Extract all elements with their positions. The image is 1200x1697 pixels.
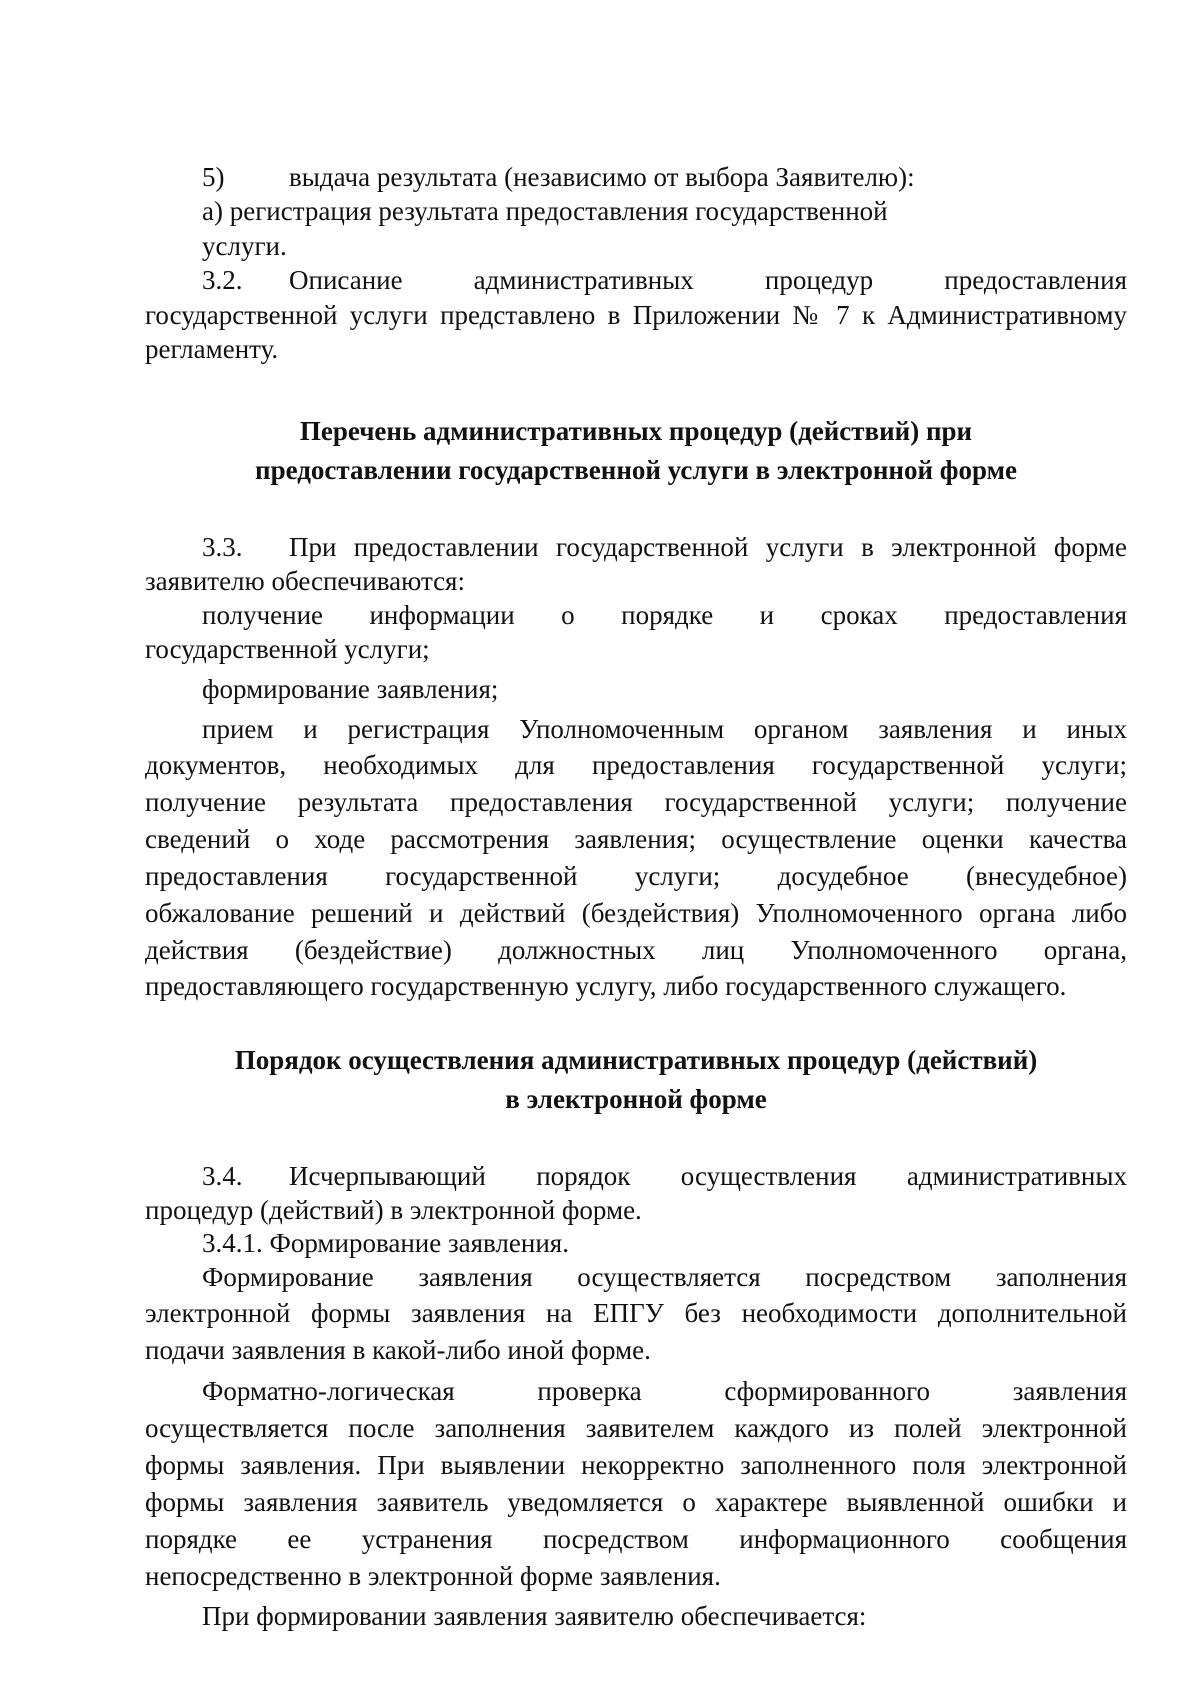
paragraph-line: документов, необходимых для предоставления государственной услуги;: [145, 750, 1127, 780]
paragraph-line: получение результата предоставления государственной услуги; получение: [145, 787, 1127, 817]
item-number: 5): [202, 162, 225, 192]
paragraph-line: При формировании заявления заявителю обеспечивается:: [202, 1601, 867, 1631]
paragraph-line: подачи заявления в какой-либо иной форме.: [145, 1335, 651, 1365]
paragraph-line: а) регистрация результата предоставления государственной: [202, 196, 888, 226]
item-number: 3.3.: [202, 532, 243, 562]
item-3-4: [202, 1158, 1127, 1194]
paragraph-line: осуществляется после заполнения заявителем каждого из полей электронной: [145, 1413, 1127, 1443]
paragraph-line: получение информации о порядке и сроках предоставления: [202, 600, 1127, 630]
item-3-2: [202, 262, 1127, 298]
item-5: [202, 159, 915, 195]
paragraph-line: формы заявления заявитель уведомляется о характере выявленной ошибки и: [145, 1487, 1127, 1517]
item-text: При предоставлении государственной услуги в электронной форме: [289, 532, 1127, 562]
paragraph-line: формирование заявления;: [202, 674, 499, 704]
paragraph-line: предоставляющего государственную услугу, либо государственного служащего.: [145, 971, 1067, 1001]
paragraph-line: электронной формы заявления на ЕПГУ без необходимости дополнительной: [145, 1298, 1127, 1328]
paragraph-line: государственной услуги представлено в Приложении № 7 к Административному: [145, 300, 1127, 330]
paragraph-line: государственной услуги;: [145, 634, 430, 664]
subsection-title: 3.4.1. Формирование заявления.: [202, 1228, 569, 1258]
item-text: Исчерпывающий порядок осуществления административных: [289, 1161, 1127, 1191]
paragraph-line: сведений о ходе рассмотрения заявления; осуществление оценки качества: [145, 824, 1127, 854]
section-heading: Порядок осуществления административных процедур (действий): [234, 1045, 1038, 1075]
paragraph-line: процедур (действий) в электронной форме.: [145, 1195, 642, 1225]
paragraph-line: предоставления государственной услуги; досудебное (внесудебное): [145, 861, 1127, 891]
paragraph-line: прием и регистрация Уполномоченным органом заявления и иных: [202, 714, 1127, 744]
section-heading: в электронной форме: [505, 1084, 767, 1114]
paragraph-line: непосредственно в электронной форме заявления.: [145, 1561, 721, 1591]
paragraph-line: действия (бездействие) должностных лиц Уполномоченного органа,: [145, 935, 1127, 965]
section-heading: Перечень административных процедур (действий) при: [299, 416, 973, 446]
paragraph-line: Форматно-логическая проверка сформированного заявления: [202, 1376, 1127, 1406]
paragraph-line: порядке ее устранения посредством информационного сообщения: [145, 1524, 1127, 1554]
paragraph-line: Формирование заявления осуществляется посредством заполнения: [202, 1262, 1127, 1292]
paragraph-line: услуги.: [202, 231, 287, 261]
paragraph-line: заявителю обеспечиваются:: [145, 566, 465, 596]
section-heading: предоставлении государственной услуги в электронной форме: [255, 455, 1017, 485]
paragraph-line: формы заявления. При выявлении некорректно заполненного поля электронной: [145, 1450, 1127, 1480]
item-number: 3.4.: [202, 1161, 243, 1191]
item-text: выдача результата (независимо от выбора Заявителю):: [289, 162, 915, 192]
item-3-3: [202, 529, 1127, 565]
item-number: 3.2.: [202, 265, 243, 295]
item-text: Описание административных процедур предоставления: [289, 265, 1127, 295]
paragraph-line: обжалование решений и действий (бездействия) Уполномоченного органа либо: [145, 898, 1127, 928]
paragraph-line: регламенту.: [145, 334, 279, 364]
